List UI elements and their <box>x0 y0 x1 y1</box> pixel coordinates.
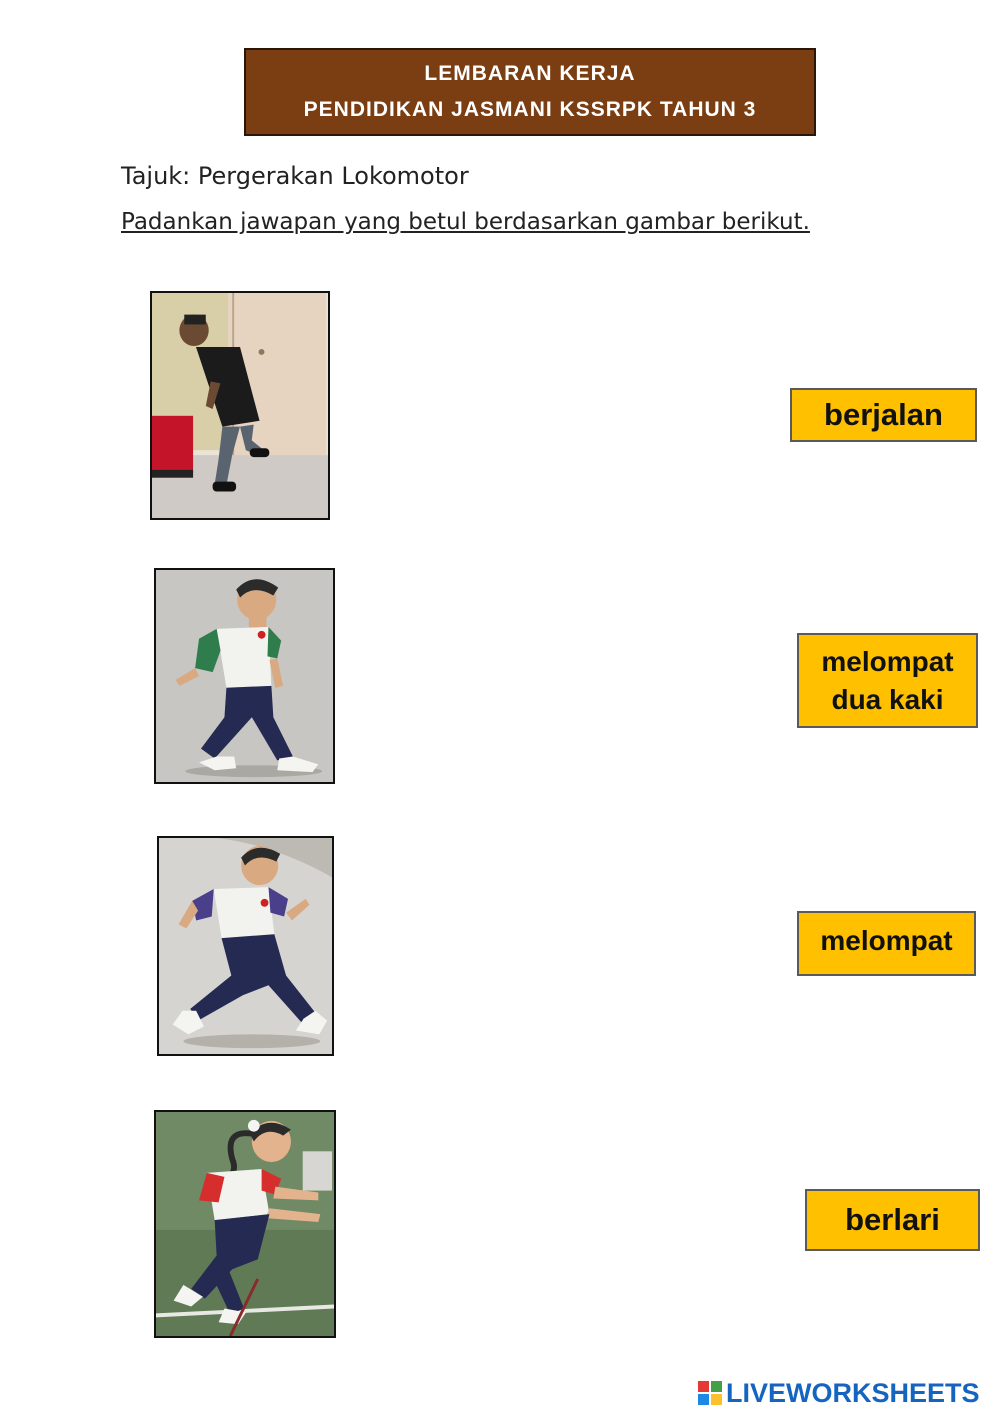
liveworksheets-logo-icon <box>698 1381 722 1405</box>
header-subtitle: PENDIDIKAN JASMANI KSSRPK TAHUN 3 <box>303 98 757 121</box>
liveworksheets-brand: LIVEWORKSHEETS <box>726 1377 980 1408</box>
boy-walking-image <box>156 570 333 782</box>
picture-boy-photo <box>150 291 330 520</box>
boy-running-image <box>159 838 332 1054</box>
picture-boy-running <box>157 836 334 1056</box>
worksheet-header <box>244 48 816 136</box>
answer-card-berjalan[interactable] <box>790 388 977 442</box>
answer-card-label: melompat <box>821 645 954 677</box>
answer-card-melompat-dua-kaki[interactable] <box>797 633 978 728</box>
answer-card-melompat[interactable] <box>797 911 976 976</box>
answer-card-label: dua kaki <box>831 683 944 715</box>
answer-card-label: melompat <box>820 925 953 956</box>
instruction-text: Padankan jawapan yang betul berdasarkan gambar berikut. <box>121 209 810 235</box>
picture-girl-jumping <box>154 1110 336 1338</box>
picture-boy-walking <box>154 568 335 784</box>
answer-card-berlari[interactable] <box>805 1189 980 1251</box>
header-title: LEMBARAN KERJA <box>424 62 636 85</box>
liveworksheets-logo <box>698 1376 980 1410</box>
answer-card-label: berlari <box>845 1202 940 1237</box>
girl-jumping-image <box>156 1112 334 1336</box>
topic-label: Tajuk: Pergerakan Lokomotor <box>121 162 469 190</box>
answer-card-label: berjalan <box>824 397 943 432</box>
boy-photo-image <box>152 293 328 518</box>
